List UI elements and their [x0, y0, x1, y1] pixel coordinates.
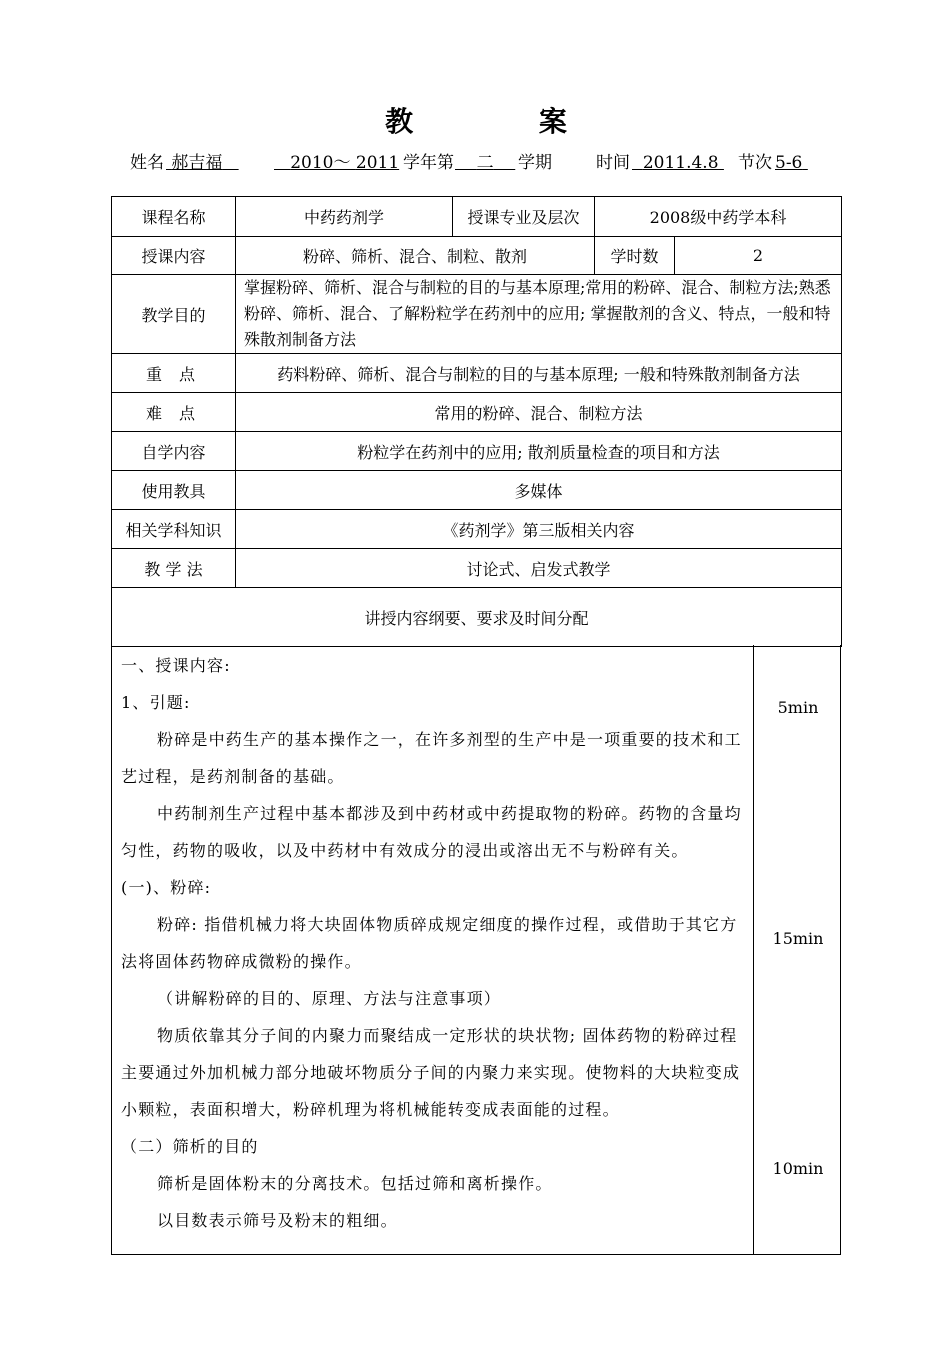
- time-allocation-2: 15min: [772, 929, 824, 948]
- row-tools: [112, 471, 842, 510]
- crushing-note: （讲解粉碎的目的、原理、方法与注意事项）: [157, 989, 502, 1008]
- row-key: [112, 354, 842, 393]
- time-label: 时间: [596, 153, 630, 173]
- tools-value: 多媒体: [236, 471, 842, 510]
- crushing-definition: 粉碎: 指借机械力将大块固体物质碎成规定细度的操作过程，或借助于其它方法将固体药物碎成微粉的操作。: [121, 915, 738, 971]
- related-value: 《药剂学》第三版相关内容: [236, 510, 842, 549]
- row-goal: [112, 275, 842, 354]
- sieving-heading: （二）筛析的目的: [121, 1137, 259, 1156]
- period-label: 节次: [738, 153, 772, 173]
- sieving-mesh: 以目数表示筛号及粉末的粗细。: [157, 1211, 398, 1230]
- term-value-text: 二: [476, 153, 494, 173]
- method-value: 讨论式、启发式教学: [236, 549, 842, 588]
- selfstudy-label: 自学内容: [112, 432, 236, 471]
- year-start: [274, 150, 399, 176]
- content-value: 粉碎、筛析、混合、制粒、散剂: [236, 237, 595, 275]
- goal-value: 掌握粉碎、筛析、混合与制粒的目的与基本原理;常用的粉碎、混合、制粒方法;熟悉粉碎、筛析、混合、了解粉粒学在药剂中的应用; 掌握散剂的含义、特点，一般和特殊散剂制备方法: [236, 275, 842, 354]
- period-value-text: 5-6: [775, 153, 803, 173]
- crushing-principle: 物质依靠其分子间的内聚力而聚结成一定形状的块状物; 固体药物的粉碎过程主要通过外加机械力部分地破坏物质分子间的内聚力来实现。使物料的大块粒变成小颗粒，表面积增大，粉碎机理为将机械能转变成表面能的过程。: [121, 1026, 741, 1119]
- term-value: [455, 150, 515, 176]
- row-selfstudy: [112, 432, 842, 471]
- crushing-heading: (一)、粉碎:: [121, 878, 212, 897]
- method-label: 教 学 法: [112, 549, 236, 588]
- term-suffix: 学期: [518, 153, 552, 173]
- time-allocation-1: 5min: [777, 698, 819, 717]
- header-info: [130, 150, 850, 176]
- lecture-content: [111, 645, 841, 1255]
- hours-value: 2: [675, 237, 842, 275]
- lecture-text: [112, 645, 754, 1254]
- year-prefix: 2010～: [290, 153, 351, 173]
- course-value: 中药药剂学: [236, 197, 453, 237]
- hours-label: 学时数: [595, 237, 675, 275]
- key-label: 重 点: [112, 354, 236, 393]
- related-label: 相关学科知识: [112, 510, 236, 549]
- row-related: [112, 510, 842, 549]
- term-text: 学年第: [403, 153, 454, 173]
- content-label: 授课内容: [112, 237, 236, 275]
- row-course: [112, 197, 842, 237]
- difficult-value: 常用的粉碎、混合、制粒方法: [236, 393, 842, 432]
- selfstudy-value: 粉粒学在药剂中的应用; 散剂质量检查的项目和方法: [236, 432, 842, 471]
- year-value: 2011: [355, 153, 400, 173]
- intro-paragraph-1: 粉碎是中药生产的基本操作之一，在许多剂型的生产中是一项重要的技术和工艺过程，是药剂制备的基础。: [121, 730, 742, 786]
- intro-heading: 1、引题:: [121, 693, 191, 712]
- time-allocation-3: 10min: [772, 1159, 824, 1178]
- section-heading: 一、授课内容:: [121, 656, 231, 675]
- row-content: [112, 237, 842, 275]
- info-table: [111, 196, 842, 647]
- tools-label: 使用教具: [112, 471, 236, 510]
- time-value: [632, 150, 724, 176]
- intro-paragraph-2: 中药制剂生产过程中基本都涉及到中药材或中药提取物的粉碎。药物的含量均匀性，药物的吸收，以及中药材中有效成分的浸出或溶出无不与粉碎有关。: [121, 804, 742, 860]
- row-method: [112, 549, 842, 588]
- row-difficult: [112, 393, 842, 432]
- period-value: [775, 150, 808, 176]
- row-outline-heading: [112, 588, 842, 647]
- name-value: [166, 150, 239, 176]
- sieving-definition: 筛析是固体粉末的分离技术。包括过筛和离析操作。: [157, 1174, 553, 1193]
- major-value: 2008级中药学本科: [595, 197, 842, 237]
- name-value-text: 郝吉福: [171, 153, 223, 173]
- goal-label: 教学目的: [112, 275, 236, 354]
- outline-heading: 讲授内容纲要、要求及时间分配: [112, 588, 842, 647]
- time-value-text: 2011.4.8: [642, 153, 719, 173]
- key-value: 药料粉碎、筛析、混合与制粒的目的与基本原理; 一般和特殊散剂制备方法: [236, 354, 842, 393]
- major-label: 授课专业及层次: [453, 197, 595, 237]
- name-label: 姓名: [130, 153, 164, 173]
- page-title: 教 案: [385, 105, 625, 138]
- difficult-label: 难 点: [112, 393, 236, 432]
- course-label: 课程名称: [112, 197, 236, 237]
